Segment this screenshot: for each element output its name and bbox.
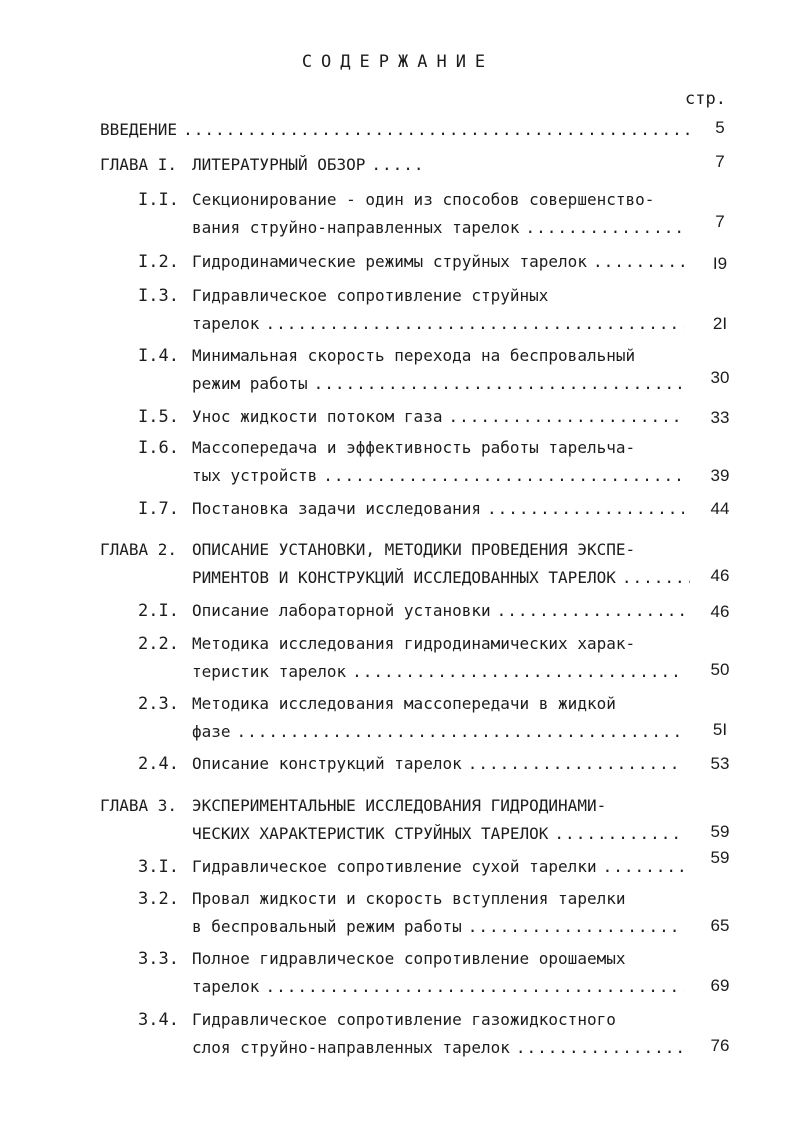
toc-page-number: 69 xyxy=(710,976,730,995)
toc-line xyxy=(192,917,684,936)
dot-leader xyxy=(516,1038,684,1057)
toc-page-number: 5I xyxy=(712,720,728,739)
toc-entry-text: Описание лабораторной установки xyxy=(192,601,491,620)
toc-line xyxy=(192,218,684,237)
dot-leader xyxy=(526,218,684,237)
dot-leader xyxy=(323,466,684,485)
toc-entry-text: вания струйно-направленных тарелок xyxy=(192,218,520,237)
toc-line xyxy=(192,466,684,485)
toc-entry-text: фазе xyxy=(192,722,231,741)
section-number: 3.I. xyxy=(138,857,179,877)
dot-leader xyxy=(237,722,684,741)
dot-leader xyxy=(183,120,692,139)
section-number: I.7. xyxy=(138,499,179,519)
dot-leader xyxy=(468,917,684,936)
toc-entry-text: Гидравлическое сопротивление сухой тарелки xyxy=(192,857,597,876)
dot-leader xyxy=(622,568,690,587)
toc-page-number: 59 xyxy=(710,822,730,841)
toc-entry-text: ЧЕСКИХ ХАРАКТЕРИСТИК СТРУЙНЫХ ТАРЕЛОК xyxy=(192,824,549,843)
toc-line xyxy=(192,754,684,773)
toc-entry-text: Гидравлическое сопротивление газожидкостного xyxy=(192,1010,616,1029)
toc-line xyxy=(192,252,684,271)
toc-entry-text: Провал жидкости и скорость вступления тарелки xyxy=(192,889,626,908)
toc-entry-text: тарелок xyxy=(192,314,260,333)
toc-entry-text: ВВЕДЕНИЕ xyxy=(100,120,178,139)
toc-entry-text: теристик тарелок xyxy=(192,662,347,681)
dot-leader xyxy=(265,314,684,333)
toc-page-number: 5 xyxy=(715,118,725,137)
toc-line xyxy=(192,662,684,681)
toc-page-number: 65 xyxy=(710,916,730,935)
toc-page-number: 30 xyxy=(710,368,730,387)
toc-line xyxy=(192,499,684,518)
toc-line xyxy=(192,314,684,333)
section-number: I.6. xyxy=(138,438,179,458)
dot-leader xyxy=(371,155,420,174)
toc-page-number: 33 xyxy=(710,408,730,427)
toc-entry-text: тарелок xyxy=(192,977,260,996)
toc-page-number: 59 xyxy=(710,848,730,867)
section-number: I.4. xyxy=(138,346,179,366)
toc-entry-text: тых устройств xyxy=(192,466,318,485)
toc-entry-text: ЛИТЕРАТУРНЫЙ ОБЗОР xyxy=(192,155,366,174)
toc-line xyxy=(192,568,690,587)
dot-leader xyxy=(593,252,684,271)
dot-leader xyxy=(554,824,684,843)
page-title: СОДЕРЖАНИЕ xyxy=(301,52,495,72)
toc-entry-text: Секционирование - один из способов совершенство- xyxy=(192,190,655,209)
toc-line xyxy=(192,155,420,174)
page-column-label: стр. xyxy=(685,89,726,109)
toc-page-number: 39 xyxy=(710,466,730,485)
toc-line xyxy=(192,1038,684,1057)
toc-line xyxy=(192,407,684,426)
toc-entry-text: Гидравлическое сопротивление струйных xyxy=(192,286,549,305)
toc-entry-text: Минимальная скорость перехода на беспровальный xyxy=(192,346,636,365)
dot-leader xyxy=(497,601,684,620)
toc-entry-text: режим работы xyxy=(192,374,308,393)
toc-entry-text: в беспровальный режим работы xyxy=(192,917,462,936)
toc-line xyxy=(100,120,692,139)
toc-page-number: I9 xyxy=(712,254,728,273)
toc-entry-text: РИМЕНТОВ И КОНСТРУКЦИЙ ИССЛЕДОВАННЫХ ТАРЕЛОК xyxy=(192,568,616,587)
toc-line xyxy=(192,601,684,620)
toc-page-number: 76 xyxy=(710,1036,730,1055)
toc-page-number: 50 xyxy=(710,660,730,679)
dot-leader xyxy=(314,374,684,393)
dot-leader xyxy=(352,662,684,681)
section-number: 2.I. xyxy=(138,601,179,621)
chapter-number: ГЛАВА 3. xyxy=(100,796,178,815)
section-number: 3.2. xyxy=(138,889,179,909)
dot-leader xyxy=(487,499,684,518)
toc-page-number: 2I xyxy=(712,314,728,333)
toc-page-number: 7 xyxy=(715,212,725,231)
toc-entry-text: Постановка задачи исследования xyxy=(192,499,481,518)
toc-entry-text: ОПИСАНИЕ УСТАНОВКИ, МЕТОДИКИ ПРОВЕДЕНИЯ ЭКСПЕ- xyxy=(192,540,636,559)
section-number: 2.3. xyxy=(138,694,179,714)
toc-line xyxy=(192,722,684,741)
toc-entry-text: ЭКСПЕРИМЕНТАЛЬНЫЕ ИССЛЕДОВАНИЯ ГИДРОДИНАМИ- xyxy=(192,796,607,815)
chapter-number: ГЛАВА 2. xyxy=(100,540,178,559)
toc-entry-text: слоя струйно-направленных тарелок xyxy=(192,1038,510,1057)
section-number: I.I. xyxy=(138,190,179,210)
dot-leader xyxy=(448,407,684,426)
toc-entry-text: Унос жидкости потоком газа xyxy=(192,407,443,426)
toc-line xyxy=(192,977,684,996)
toc-line xyxy=(192,374,684,393)
toc-page-number: 46 xyxy=(710,566,730,585)
toc-line xyxy=(192,857,684,876)
toc-page-number: 53 xyxy=(710,754,730,773)
section-number: 2.2. xyxy=(138,634,179,654)
dot-leader xyxy=(603,857,684,876)
toc-line xyxy=(192,824,684,843)
section-number: 3.3. xyxy=(138,949,179,969)
section-number: 2.4. xyxy=(138,754,179,774)
toc-entry-text: Гидродинамические режимы струйных тарелок xyxy=(192,252,587,271)
dot-leader xyxy=(265,977,684,996)
toc-page-number: 7 xyxy=(715,152,725,171)
toc-entry-text: Описание конструкций тарелок xyxy=(192,754,462,773)
chapter-number: ГЛАВА I. xyxy=(100,155,178,174)
section-number: 3.4. xyxy=(138,1010,179,1030)
toc-page-number: 46 xyxy=(710,602,730,621)
toc-entry-text: Методика исследования гидродинамических харак- xyxy=(192,634,636,653)
section-number: I.2. xyxy=(138,252,179,272)
toc-entry-text: Методика исследования массопередачи в жидкой xyxy=(192,694,616,713)
toc-page-number: 44 xyxy=(710,499,730,518)
toc-entry-text: Полное гидравлическое сопротивление орошаемых xyxy=(192,949,626,968)
section-number: I.3. xyxy=(138,286,179,306)
toc-entry-text: Массопередача и эффективность работы тарельча- xyxy=(192,438,636,457)
dot-leader xyxy=(468,754,684,773)
section-number: I.5. xyxy=(138,407,179,427)
